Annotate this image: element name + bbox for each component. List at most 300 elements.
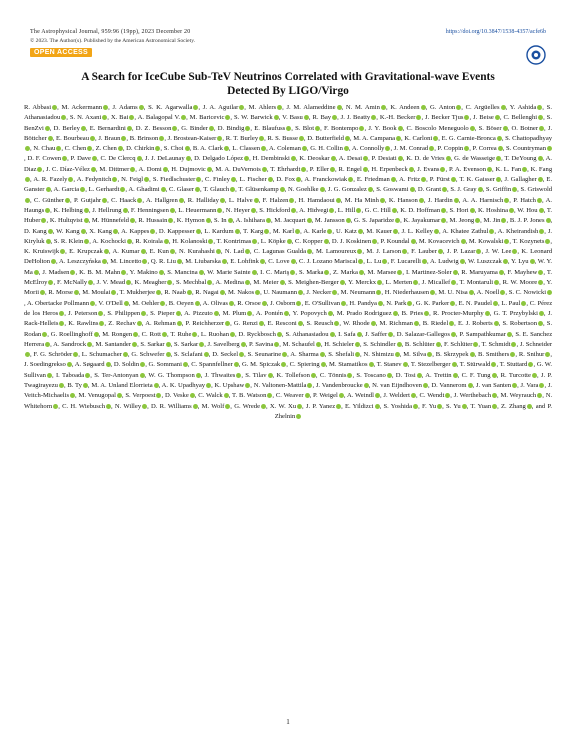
orcid-icon[interactable] (47, 373, 52, 378)
orcid-icon[interactable] (25, 352, 30, 357)
orcid-icon[interactable] (539, 383, 544, 388)
orcid-icon[interactable] (84, 239, 89, 244)
orcid-icon[interactable] (48, 136, 53, 141)
orcid-icon[interactable] (512, 383, 517, 388)
orcid-icon[interactable] (424, 311, 429, 316)
orcid-icon[interactable] (239, 105, 244, 110)
orcid-icon[interactable] (388, 332, 393, 337)
orcid-icon[interactable] (156, 393, 161, 398)
orcid-icon[interactable] (102, 115, 107, 120)
orcid-icon[interactable] (393, 311, 398, 316)
orcid-icon[interactable] (230, 332, 235, 337)
orcid-icon[interactable] (538, 270, 543, 275)
orcid-icon[interactable] (45, 126, 50, 131)
orcid-icon[interactable] (440, 167, 445, 172)
orcid-icon[interactable] (348, 177, 353, 182)
orcid-icon[interactable] (241, 342, 246, 347)
orcid-icon[interactable] (369, 362, 374, 367)
orcid-icon[interactable] (46, 239, 51, 244)
orcid-icon[interactable] (433, 136, 438, 141)
orcid-icon[interactable] (381, 105, 386, 110)
orcid-icon[interactable] (121, 136, 126, 141)
orcid-icon[interactable] (261, 146, 266, 151)
orcid-icon[interactable] (510, 352, 515, 357)
orcid-icon[interactable] (130, 218, 135, 223)
orcid-icon[interactable] (220, 290, 225, 295)
orcid-icon[interactable] (307, 249, 312, 254)
orcid-icon[interactable] (113, 229, 118, 234)
orcid-icon[interactable] (73, 352, 78, 357)
orcid-icon[interactable] (159, 270, 164, 275)
orcid-icon[interactable] (539, 229, 544, 234)
orcid-icon[interactable] (298, 321, 303, 326)
orcid-icon[interactable] (537, 105, 542, 110)
orcid-icon[interactable] (545, 352, 550, 357)
orcid-icon[interactable] (358, 259, 363, 264)
orcid-icon[interactable] (137, 156, 142, 161)
orcid-icon[interactable] (192, 332, 197, 337)
orcid-icon[interactable] (68, 177, 73, 182)
orcid-icon[interactable] (295, 229, 300, 234)
orcid-icon[interactable] (172, 126, 177, 131)
orcid-icon[interactable] (493, 301, 498, 306)
orcid-icon[interactable] (266, 218, 271, 223)
orcid-icon[interactable] (42, 332, 47, 337)
orcid-icon[interactable] (495, 115, 500, 120)
orcid-icon[interactable] (511, 342, 516, 347)
orcid-icon[interactable] (504, 239, 509, 244)
orcid-icon[interactable] (41, 218, 46, 223)
orcid-icon[interactable] (207, 167, 212, 172)
orcid-icon[interactable] (179, 198, 184, 203)
orcid-icon[interactable] (220, 198, 225, 203)
orcid-icon[interactable] (251, 208, 256, 213)
orcid-icon[interactable] (299, 136, 304, 141)
orcid-icon[interactable] (382, 259, 387, 264)
orcid-icon[interactable] (500, 290, 505, 295)
orcid-icon[interactable] (296, 177, 301, 182)
orcid-icon[interactable] (371, 321, 376, 326)
orcid-icon[interactable] (217, 136, 222, 141)
orcid-icon[interactable] (359, 270, 364, 275)
orcid-icon[interactable] (503, 259, 508, 264)
orcid-icon[interactable] (291, 259, 296, 264)
orcid-icon[interactable] (199, 342, 204, 347)
orcid-icon[interactable] (261, 404, 266, 409)
orcid-icon[interactable] (429, 146, 434, 151)
orcid-icon[interactable] (468, 383, 473, 388)
orcid-icon[interactable] (413, 280, 418, 285)
orcid-icon[interactable] (451, 280, 456, 285)
orcid-icon[interactable] (512, 187, 517, 192)
orcid-icon[interactable] (449, 321, 454, 326)
orcid-icon[interactable] (225, 115, 230, 120)
orcid-icon[interactable] (70, 270, 75, 275)
orcid-icon[interactable] (88, 280, 93, 285)
orcid-icon[interactable] (363, 156, 368, 161)
orcid-icon[interactable] (70, 393, 75, 398)
orcid-icon[interactable] (225, 321, 230, 326)
orcid-icon[interactable] (83, 383, 88, 388)
orcid-icon[interactable] (166, 342, 171, 347)
orcid-icon[interactable] (231, 177, 236, 182)
orcid-icon[interactable] (336, 198, 341, 203)
orcid-icon[interactable] (402, 249, 407, 254)
orcid-icon[interactable] (453, 373, 458, 378)
orcid-icon[interactable] (170, 249, 175, 254)
orcid-icon[interactable] (154, 383, 159, 388)
orcid-icon[interactable] (209, 126, 214, 131)
orcid-icon[interactable] (546, 218, 551, 223)
orcid-icon[interactable] (255, 290, 260, 295)
orcid-icon[interactable] (470, 208, 475, 213)
orcid-icon[interactable] (340, 280, 345, 285)
orcid-icon[interactable] (307, 218, 312, 223)
orcid-icon[interactable] (277, 105, 282, 110)
orcid-icon[interactable] (264, 229, 269, 234)
orcid-icon[interactable] (289, 198, 294, 203)
orcid-icon[interactable] (291, 208, 296, 213)
orcid-icon[interactable] (183, 362, 188, 367)
orcid-icon[interactable] (393, 229, 398, 234)
orcid-icon[interactable] (478, 187, 483, 192)
orcid-icon[interactable] (475, 218, 480, 223)
orcid-icon[interactable] (492, 373, 497, 378)
orcid-icon[interactable] (492, 404, 497, 409)
orcid-icon[interactable] (206, 383, 211, 388)
orcid-icon[interactable] (392, 208, 397, 213)
orcid-icon[interactable] (538, 115, 543, 120)
orcid-icon[interactable] (469, 290, 474, 295)
orcid-icon[interactable] (224, 146, 229, 151)
orcid-icon[interactable] (297, 404, 302, 409)
orcid-icon[interactable] (494, 321, 499, 326)
orcid-icon[interactable] (396, 136, 401, 141)
orcid-icon[interactable] (123, 352, 128, 357)
orcid-icon[interactable] (411, 239, 416, 244)
orcid-icon[interactable] (142, 404, 147, 409)
orcid-icon[interactable] (547, 146, 552, 151)
orcid-icon[interactable] (254, 198, 259, 203)
orcid-icon[interactable] (503, 126, 508, 131)
orcid-icon[interactable] (46, 187, 51, 192)
orcid-icon[interactable] (438, 249, 443, 254)
orcid-icon[interactable] (59, 311, 64, 316)
orcid-icon[interactable] (337, 105, 342, 110)
orcid-icon[interactable] (262, 167, 267, 172)
orcid-icon[interactable] (537, 393, 542, 398)
orcid-icon[interactable] (260, 259, 265, 264)
orcid-icon[interactable] (37, 167, 42, 172)
orcid-icon[interactable] (315, 126, 320, 131)
orcid-icon[interactable] (245, 249, 250, 254)
orcid-icon[interactable] (385, 146, 390, 151)
orcid-icon[interactable] (356, 208, 361, 213)
orcid-icon[interactable] (156, 290, 161, 295)
orcid-icon[interactable] (347, 373, 352, 378)
orcid-icon[interactable] (387, 373, 392, 378)
orcid-icon[interactable] (239, 352, 244, 357)
orcid-icon[interactable] (187, 290, 192, 295)
orcid-icon[interactable] (522, 167, 527, 172)
orcid-icon[interactable] (85, 373, 90, 378)
orcid-icon[interactable] (462, 404, 467, 409)
orcid-icon[interactable] (410, 187, 415, 192)
orcid-icon[interactable] (470, 126, 475, 131)
orcid-icon[interactable] (321, 362, 326, 367)
orcid-icon[interactable] (229, 301, 234, 306)
orcid-icon[interactable] (61, 115, 66, 120)
orcid-icon[interactable] (130, 167, 135, 172)
orcid-icon[interactable] (208, 239, 213, 244)
orcid-icon[interactable] (461, 239, 466, 244)
orcid-icon[interactable] (330, 332, 335, 337)
orcid-icon[interactable] (193, 105, 198, 110)
orcid-icon[interactable] (112, 177, 117, 182)
orcid-icon[interactable] (176, 311, 181, 316)
orcid-icon[interactable] (398, 156, 403, 161)
orcid-icon[interactable] (324, 270, 329, 275)
orcid-icon[interactable] (196, 177, 201, 182)
orcid-icon[interactable] (509, 208, 514, 213)
orcid-icon[interactable] (87, 146, 92, 151)
orcid-icon[interactable] (190, 393, 195, 398)
orcid-icon[interactable] (327, 229, 332, 234)
orcid-icon[interactable] (434, 229, 439, 234)
orcid-icon[interactable] (316, 342, 321, 347)
orcid-icon[interactable] (464, 146, 469, 151)
orcid-icon[interactable] (334, 321, 339, 326)
orcid-icon[interactable] (222, 259, 227, 264)
orcid-icon[interactable] (494, 280, 499, 285)
orcid-icon[interactable] (159, 136, 164, 141)
orcid-icon[interactable] (302, 146, 307, 151)
orcid-icon[interactable] (537, 198, 542, 203)
orcid-icon[interactable] (225, 404, 230, 409)
orcid-icon[interactable] (414, 321, 419, 326)
orcid-icon[interactable] (539, 311, 544, 316)
orcid-icon[interactable] (121, 270, 126, 275)
orcid-icon[interactable] (346, 218, 351, 223)
orcid-icon[interactable] (329, 208, 334, 213)
orcid-icon[interactable] (538, 280, 543, 285)
orcid-icon[interactable] (207, 280, 212, 285)
orcid-icon[interactable] (132, 342, 137, 347)
orcid-icon[interactable] (532, 373, 537, 378)
orcid-icon[interactable] (539, 208, 544, 213)
orcid-icon[interactable] (74, 290, 79, 295)
orcid-icon[interactable] (501, 105, 506, 110)
orcid-icon[interactable] (139, 105, 144, 110)
orcid-icon[interactable] (25, 177, 30, 182)
orcid-icon[interactable] (99, 321, 104, 326)
orcid-icon[interactable] (470, 352, 475, 357)
orcid-icon[interactable] (296, 301, 301, 306)
orcid-icon[interactable] (163, 167, 168, 172)
orcid-icon[interactable] (252, 270, 257, 275)
orcid-icon[interactable] (247, 311, 252, 316)
orcid-icon[interactable] (51, 259, 56, 264)
orcid-icon[interactable] (236, 373, 241, 378)
orcid-icon[interactable] (102, 198, 107, 203)
orcid-icon[interactable] (124, 301, 129, 306)
orcid-icon[interactable] (91, 167, 96, 172)
orcid-icon[interactable] (395, 218, 400, 223)
orcid-icon[interactable] (521, 301, 526, 306)
orcid-icon[interactable] (368, 187, 373, 192)
orcid-icon[interactable] (106, 404, 111, 409)
orcid-icon[interactable] (445, 393, 450, 398)
orcid-icon[interactable] (235, 229, 240, 234)
orcid-icon[interactable] (214, 311, 219, 316)
orcid-icon[interactable] (378, 301, 383, 306)
orcid-icon[interactable] (280, 280, 285, 285)
orcid-icon[interactable] (94, 332, 99, 337)
orcid-icon[interactable] (446, 156, 451, 161)
orcid-icon[interactable] (397, 270, 402, 275)
orcid-icon[interactable] (330, 167, 335, 172)
orcid-icon[interactable] (252, 239, 257, 244)
orcid-icon[interactable] (530, 259, 535, 264)
orcid-icon[interactable] (60, 249, 65, 254)
orcid-icon[interactable] (106, 362, 111, 367)
orcid-icon[interactable] (59, 383, 64, 388)
orcid-icon[interactable] (423, 383, 428, 388)
orcid-icon[interactable] (282, 352, 287, 357)
orcid-icon[interactable] (129, 115, 134, 120)
orcid-icon[interactable] (336, 404, 341, 409)
orcid-icon[interactable] (492, 393, 497, 398)
orcid-icon[interactable] (280, 187, 285, 192)
orcid-icon[interactable] (375, 404, 380, 409)
orcid-icon[interactable] (341, 301, 346, 306)
orcid-icon[interactable] (441, 208, 446, 213)
orcid-icon[interactable] (117, 393, 122, 398)
orcid-icon[interactable] (25, 146, 30, 151)
orcid-icon[interactable] (170, 208, 175, 213)
orcid-icon[interactable] (98, 311, 103, 316)
orcid-icon[interactable] (245, 383, 250, 388)
orcid-icon[interactable] (496, 177, 501, 182)
orcid-icon[interactable] (451, 332, 456, 337)
orcid-icon[interactable] (244, 156, 249, 161)
orcid-icon[interactable] (501, 218, 506, 223)
orcid-icon[interactable] (398, 126, 403, 131)
orcid-icon[interactable] (417, 373, 422, 378)
orcid-icon[interactable] (357, 249, 362, 254)
doi-link[interactable]: https://doi.org/10.3847/1538-4357/acfe6b (445, 29, 546, 35)
orcid-icon[interactable] (301, 167, 306, 172)
orcid-icon[interactable] (80, 187, 85, 192)
orcid-icon[interactable] (437, 404, 442, 409)
orcid-icon[interactable] (499, 270, 504, 275)
orcid-icon[interactable] (118, 146, 123, 151)
orcid-icon[interactable] (298, 290, 303, 295)
orcid-icon[interactable] (45, 208, 50, 213)
orcid-icon[interactable] (397, 342, 402, 347)
orcid-icon[interactable] (430, 290, 435, 295)
orcid-icon[interactable] (123, 208, 128, 213)
orcid-icon[interactable] (376, 290, 381, 295)
orcid-icon[interactable] (177, 259, 182, 264)
orcid-icon[interactable] (267, 393, 272, 398)
orcid-icon[interactable] (456, 105, 461, 110)
orcid-icon[interactable] (181, 115, 186, 120)
orcid-icon[interactable] (287, 239, 292, 244)
orcid-icon[interactable] (141, 311, 146, 316)
orcid-icon[interactable] (527, 404, 532, 409)
orcid-icon[interactable] (485, 311, 490, 316)
orcid-icon[interactable] (90, 301, 95, 306)
orcid-icon[interactable] (34, 270, 39, 275)
orcid-icon[interactable] (419, 198, 424, 203)
orcid-icon[interactable] (268, 177, 273, 182)
orcid-icon[interactable] (377, 280, 382, 285)
orcid-icon[interactable] (111, 290, 116, 295)
orcid-icon[interactable] (391, 177, 396, 182)
orcid-icon[interactable] (196, 229, 201, 234)
orcid-icon[interactable] (345, 136, 350, 141)
orcid-icon[interactable] (375, 393, 380, 398)
orcid-icon[interactable] (25, 198, 30, 203)
orcid-icon[interactable] (364, 383, 369, 388)
orcid-icon[interactable] (427, 352, 432, 357)
orcid-icon[interactable] (305, 393, 310, 398)
orcid-icon[interactable] (442, 187, 447, 192)
orcid-icon[interactable] (538, 177, 543, 182)
orcid-icon[interactable] (65, 198, 70, 203)
orcid-icon[interactable] (162, 332, 167, 337)
orcid-icon[interactable] (274, 342, 279, 347)
orcid-icon[interactable] (141, 249, 146, 254)
orcid-icon[interactable] (498, 146, 503, 151)
orcid-icon[interactable] (395, 352, 400, 357)
orcid-icon[interactable] (332, 115, 337, 120)
orcid-icon[interactable] (291, 156, 296, 161)
orcid-icon[interactable] (331, 156, 336, 161)
orcid-icon[interactable] (358, 229, 363, 234)
orcid-icon[interactable] (413, 404, 418, 409)
orcid-icon[interactable] (199, 270, 204, 275)
orcid-icon[interactable] (103, 105, 108, 110)
orcid-icon[interactable] (62, 156, 67, 161)
orcid-icon[interactable] (67, 362, 72, 367)
orcid-icon[interactable] (421, 177, 426, 182)
orcid-icon[interactable] (195, 301, 200, 306)
orcid-icon[interactable] (206, 218, 211, 223)
orcid-icon[interactable] (48, 280, 53, 285)
orcid-icon[interactable] (102, 259, 107, 264)
orcid-icon[interactable] (403, 362, 408, 367)
orcid-icon[interactable] (460, 259, 465, 264)
orcid-icon[interactable] (450, 301, 455, 306)
orcid-icon[interactable] (411, 393, 416, 398)
orcid-icon[interactable] (359, 126, 364, 131)
orcid-icon[interactable] (274, 115, 279, 120)
orcid-icon[interactable] (416, 115, 421, 120)
orcid-icon[interactable] (166, 352, 171, 357)
orcid-icon[interactable] (441, 218, 446, 223)
orcid-icon[interactable] (320, 352, 325, 357)
orcid-icon[interactable] (52, 105, 57, 110)
orcid-icon[interactable] (90, 136, 95, 141)
orcid-icon[interactable] (307, 383, 312, 388)
orcid-icon[interactable] (491, 362, 496, 367)
orcid-icon[interactable] (137, 321, 142, 326)
orcid-icon[interactable] (81, 229, 86, 234)
orcid-icon[interactable] (133, 332, 138, 337)
orcid-icon[interactable] (355, 352, 360, 357)
